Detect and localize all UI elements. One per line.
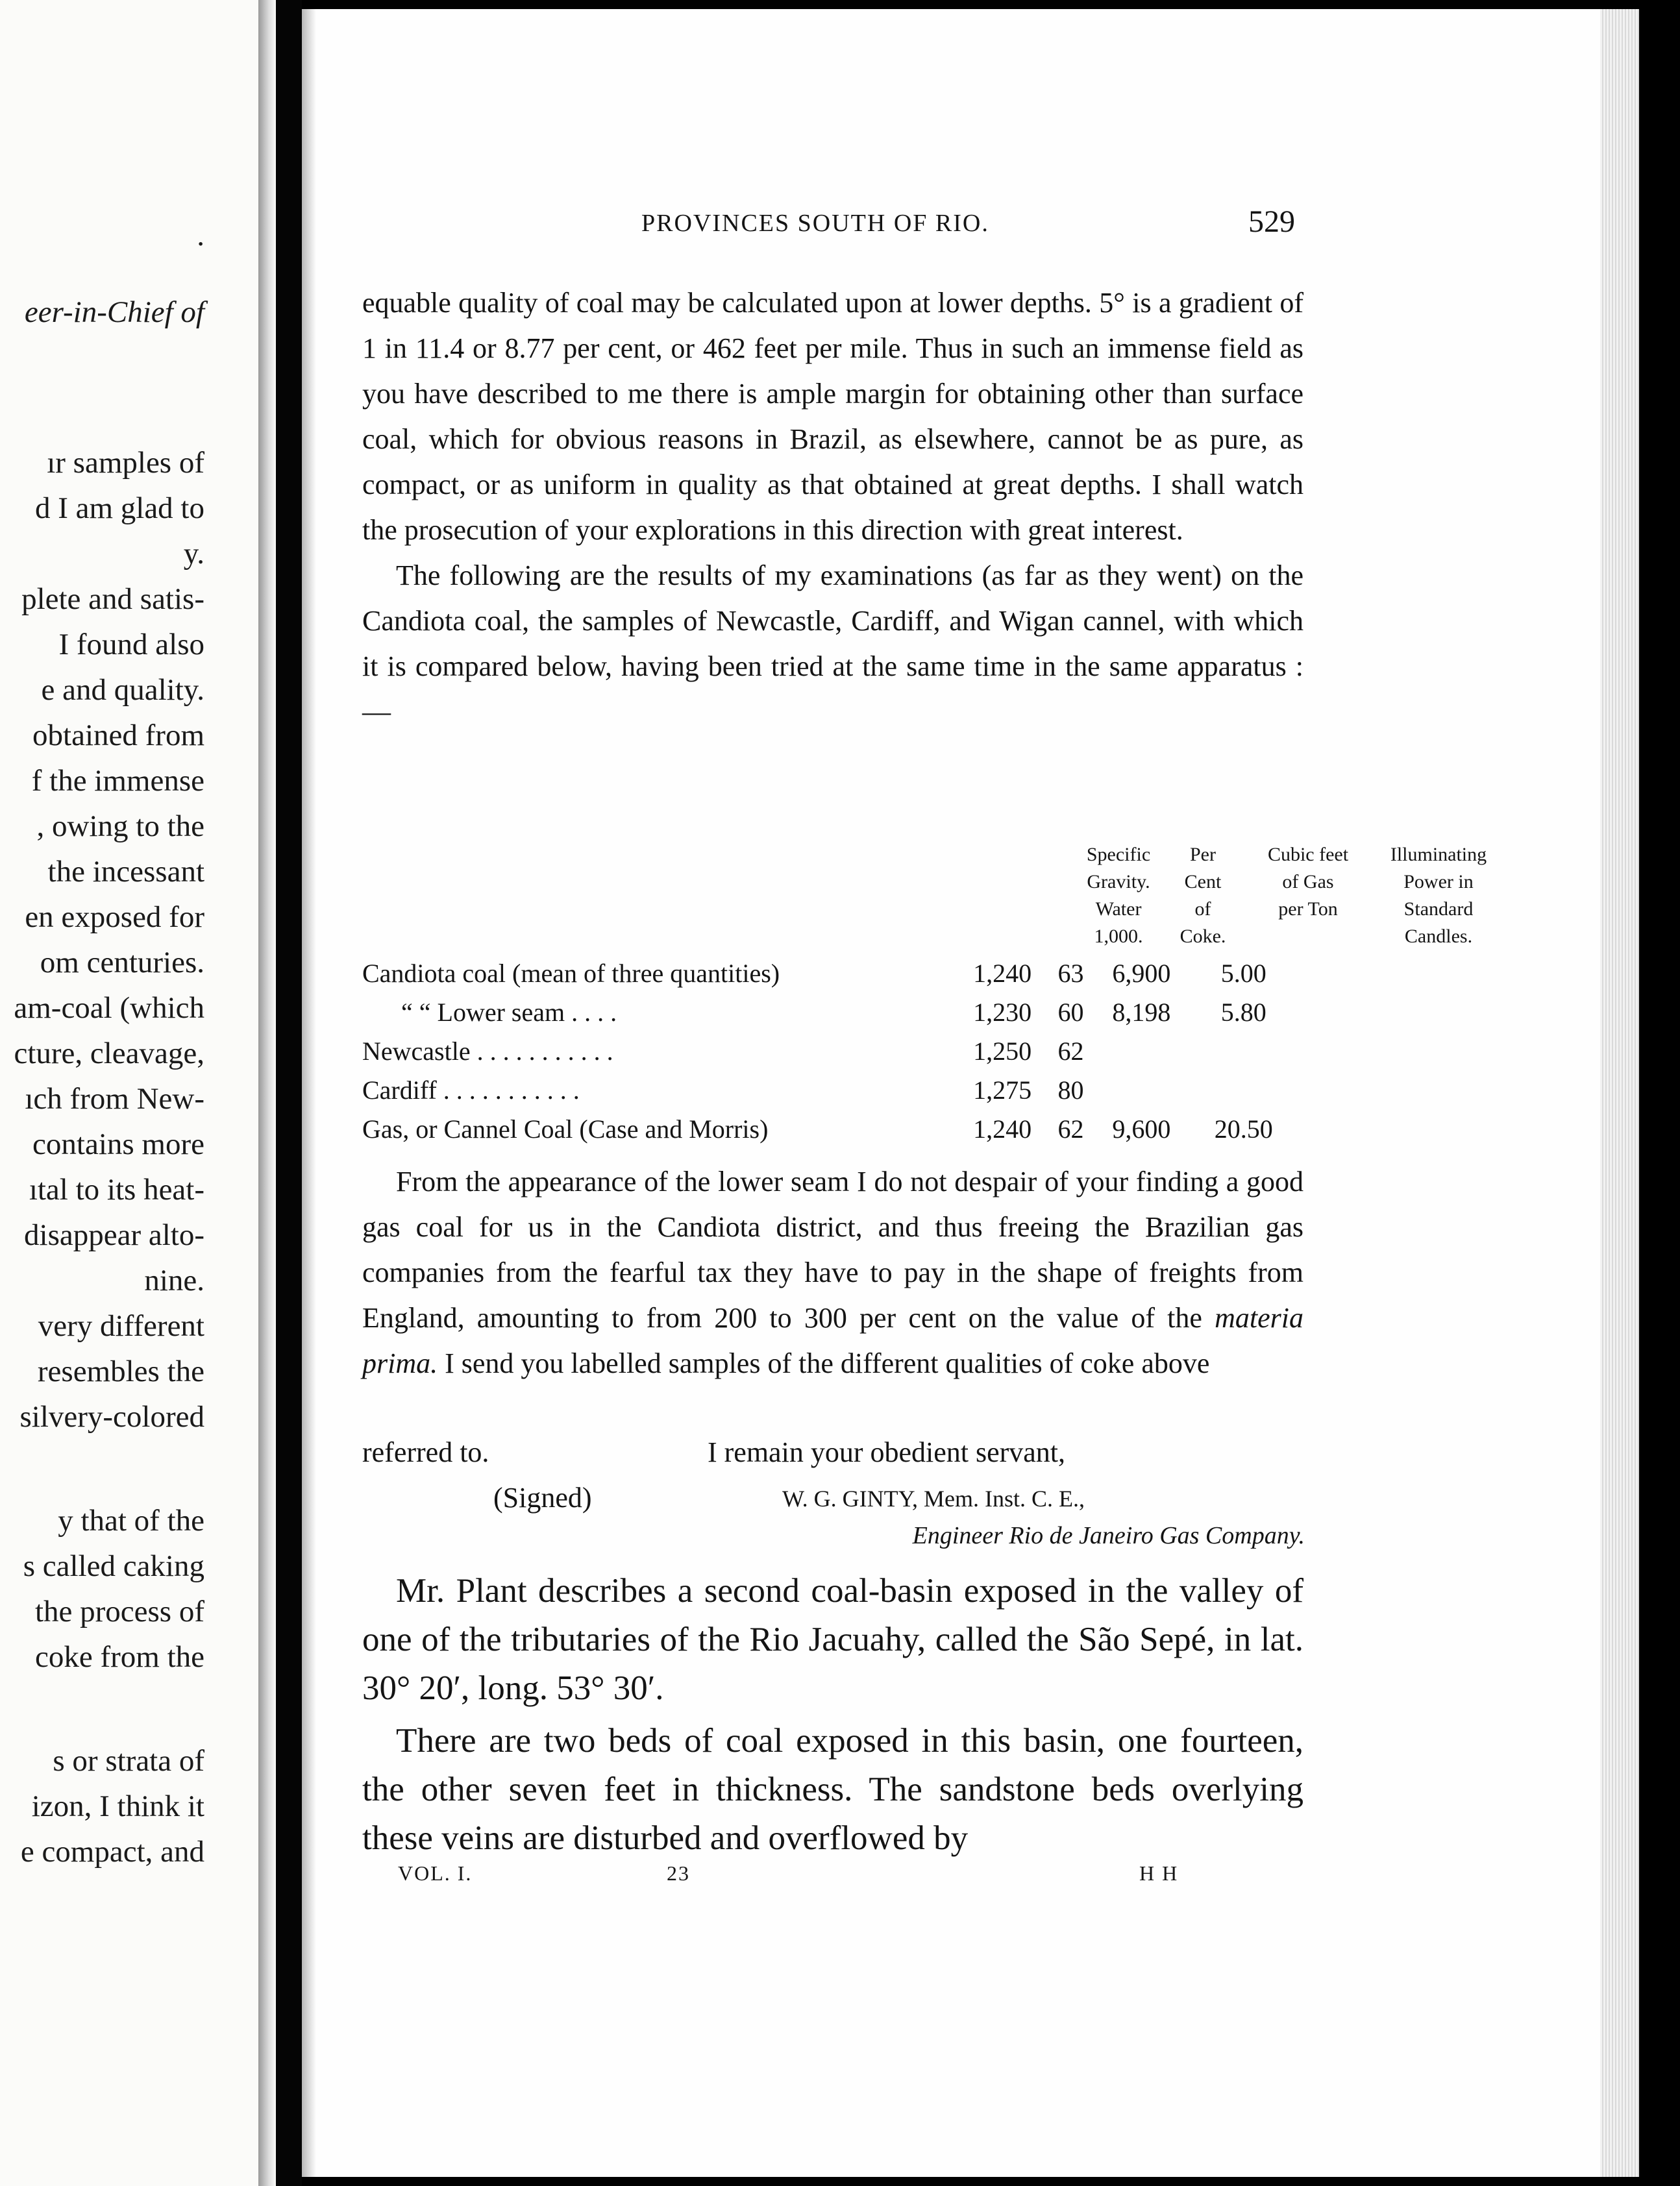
letter-body — [362, 280, 1303, 735]
left-page-line: the incessant — [47, 855, 204, 889]
left-page-line: ır samples of — [47, 446, 204, 480]
table-row — [362, 953, 1303, 992]
narrative — [362, 1567, 1303, 1863]
header-percent-coke: Per Cent of Coke. — [1180, 844, 1226, 947]
cell-illuminating-power: 5.80 — [1220, 997, 1266, 1027]
left-page-line: obtained from — [32, 718, 204, 752]
cell-illuminating-power: 20.50 — [1214, 1114, 1273, 1144]
cell-cubic-feet-gas: 9,600 — [1112, 1114, 1171, 1144]
header-illuminating-power: Illuminating Power in Standard Candles. — [1390, 844, 1487, 947]
left-page-line: e and quality. — [41, 673, 204, 707]
left-page-line: ıch from New- — [25, 1082, 204, 1116]
right-page — [302, 9, 1639, 2177]
cell-illuminating-power — [1184, 1070, 1303, 1109]
letter-paragraph-3 — [362, 1159, 1303, 1386]
left-page-line: om centuries. — [40, 946, 204, 979]
left-page-line: d I am glad to — [34, 491, 204, 525]
cell-percent-coke: 80 — [1057, 1075, 1084, 1105]
letter-paragraph-3-tail: I send you labelled samples of the different qualities of coke above — [438, 1347, 1210, 1379]
page-number: 529 — [1248, 204, 1295, 239]
coal-results-table — [362, 953, 1303, 1148]
cell-cubic-feet-gas: 8,198 — [1112, 997, 1171, 1027]
referred-to-text: referred to. — [362, 1436, 489, 1468]
footer-signature-mark: 23 — [667, 1861, 690, 1885]
materia-prima-italic: materia prima. — [362, 1302, 1303, 1379]
book-spine — [276, 0, 302, 2186]
cell-specific-gravity: 1,240 — [973, 958, 1032, 988]
signed-label: (Signed) — [493, 1482, 592, 1514]
page-edges — [1600, 9, 1639, 2177]
header-specific-gravity: Specific Gravity. Water 1,000. — [1086, 844, 1151, 947]
table-row — [362, 1109, 1303, 1148]
cell-illuminating-power — [1184, 1031, 1303, 1070]
row-label: Newcastle . . . . . . . . . . . — [362, 1036, 613, 1066]
signature-title: Engineer Rio de Janeiro Gas Company. — [912, 1522, 1305, 1549]
left-facing-page — [0, 0, 276, 2186]
left-page-line: izon, I think it — [31, 1789, 204, 1823]
letter-paragraph-1: equable quality of coal may be calculated upon at lower depths. 5° is a gradient of 1 in 11.4 or 8.77 per cent, or 462 feet per mile. Thus in such an immense field as you have described to me there is ample margin for obtaining other than surface coal, which for obvious reasons in Brazil, as elsewhere, cannot be as pure, as compact, or as uniform in quality as that obtained at great depths. I shall watch the prosecution of your explorations in this direction with great interest. — [362, 287, 1303, 546]
left-page-line: the process of — [34, 1595, 204, 1628]
left-page-line: I found also — [58, 628, 204, 661]
left-page-line: plete and satis- — [21, 582, 204, 616]
signature-name: W. G. GINTY, Mem. Inst. C. E., — [782, 1486, 1085, 1512]
narrative-paragraph-2: There are two beds of coal exposed in this basin, one fourteen, the other seven feet in thickness. The sandstone beds overlying these veins are disturbed and overflowed by — [362, 1722, 1303, 1857]
left-page-line: s or strata of — [53, 1744, 204, 1778]
letter-closing-paragraph — [362, 1159, 1303, 1386]
left-page-line: eer-in-Chief of — [24, 295, 204, 329]
cell-percent-coke: 60 — [1057, 997, 1084, 1027]
left-page-line: . — [197, 219, 204, 252]
row-label: Cardiff . . . . . . . . . . . — [362, 1075, 580, 1105]
cell-percent-coke: 62 — [1057, 1114, 1084, 1144]
left-page-line: cture, cleavage, — [14, 1037, 204, 1070]
letter-paragraph-3-text: From the appearance of the lower seam I do not despair of your finding a good gas coal for us in the Candiota district, and thus freeing the Brazilian gas companies from the fearful tax they have to pay in the shape of freights from England, amounting to from 200 to 300 per cent on the value of the — [362, 1166, 1303, 1334]
cell-percent-coke: 62 — [1057, 1036, 1084, 1066]
closing-salutation: I remain your obedient servant, — [708, 1436, 1066, 1468]
cell-specific-gravity: 1,240 — [973, 1114, 1032, 1144]
left-page-line: e compact, and — [20, 1835, 204, 1869]
cell-illuminating-power: 5.00 — [1220, 958, 1266, 988]
left-page-line: am-coal (which — [14, 991, 204, 1025]
cell-percent-coke: 63 — [1057, 958, 1084, 988]
row-label: “ “ Lower seam . . . . — [401, 997, 617, 1027]
table-row — [362, 1031, 1303, 1070]
letter-paragraph-2: The following are the results of my examinations (as far as they went) on the Candiota coal, the samples of Newcastle, Cardiff, and Wigan cannel, with which it is compared below, having been tried at the same time in the same apparatus : — — [362, 559, 1303, 728]
left-page-line: silvery-colored — [19, 1400, 204, 1434]
footer-volume: VOL. I. — [398, 1861, 473, 1885]
left-page-gutter — [258, 0, 276, 2186]
left-page-line: disappear alto- — [24, 1218, 204, 1252]
running-head: PROVINCES SOUTH OF RIO. — [641, 210, 989, 237]
left-page-line: coke from the — [34, 1640, 204, 1674]
narrative-paragraph-1: Mr. Plant describes a second coal-basin exposed in the valley of one of the tributaries of the Rio Jacuahy, called the São Sepé, in lat. 30° 20′, long. 53° 30′. — [362, 1572, 1303, 1707]
header-cubic-feet-gas: Cubic feet of Gas per Ton — [1267, 844, 1349, 920]
left-page-line: contains more — [32, 1127, 204, 1161]
cell-specific-gravity: 1,275 — [973, 1075, 1032, 1105]
left-page-line: f the immense — [31, 764, 204, 798]
left-page-line: y. — [183, 537, 204, 571]
cell-cubic-feet-gas: 6,900 — [1112, 958, 1171, 988]
left-page-line: , owing to the — [36, 809, 204, 843]
cell-cubic-feet-gas — [1099, 1031, 1183, 1070]
cell-specific-gravity: 1,230 — [973, 997, 1032, 1027]
cell-cubic-feet-gas — [1099, 1070, 1183, 1109]
row-label: Candiota coal (mean of three quantities) — [362, 958, 780, 988]
left-page-line: very different — [38, 1309, 204, 1343]
left-page-line: ıtal to its heat- — [29, 1173, 204, 1207]
table-row — [362, 992, 1303, 1031]
left-page-line: en exposed for — [25, 900, 204, 934]
left-page-line: nine. — [144, 1264, 204, 1297]
cell-specific-gravity: 1,250 — [973, 1036, 1032, 1066]
left-page-line: y that of the — [58, 1504, 204, 1538]
table-row — [362, 1070, 1303, 1109]
right-page-gutter-shadow — [302, 9, 316, 2177]
row-label: Gas, or Cannel Coal (Case and Morris) — [362, 1114, 769, 1144]
table-column-headers — [362, 841, 1487, 958]
footer-sheet-mark: H H — [1139, 1861, 1179, 1885]
left-page-line: resembles the — [37, 1355, 204, 1388]
left-page-line: s called caking — [23, 1549, 204, 1583]
